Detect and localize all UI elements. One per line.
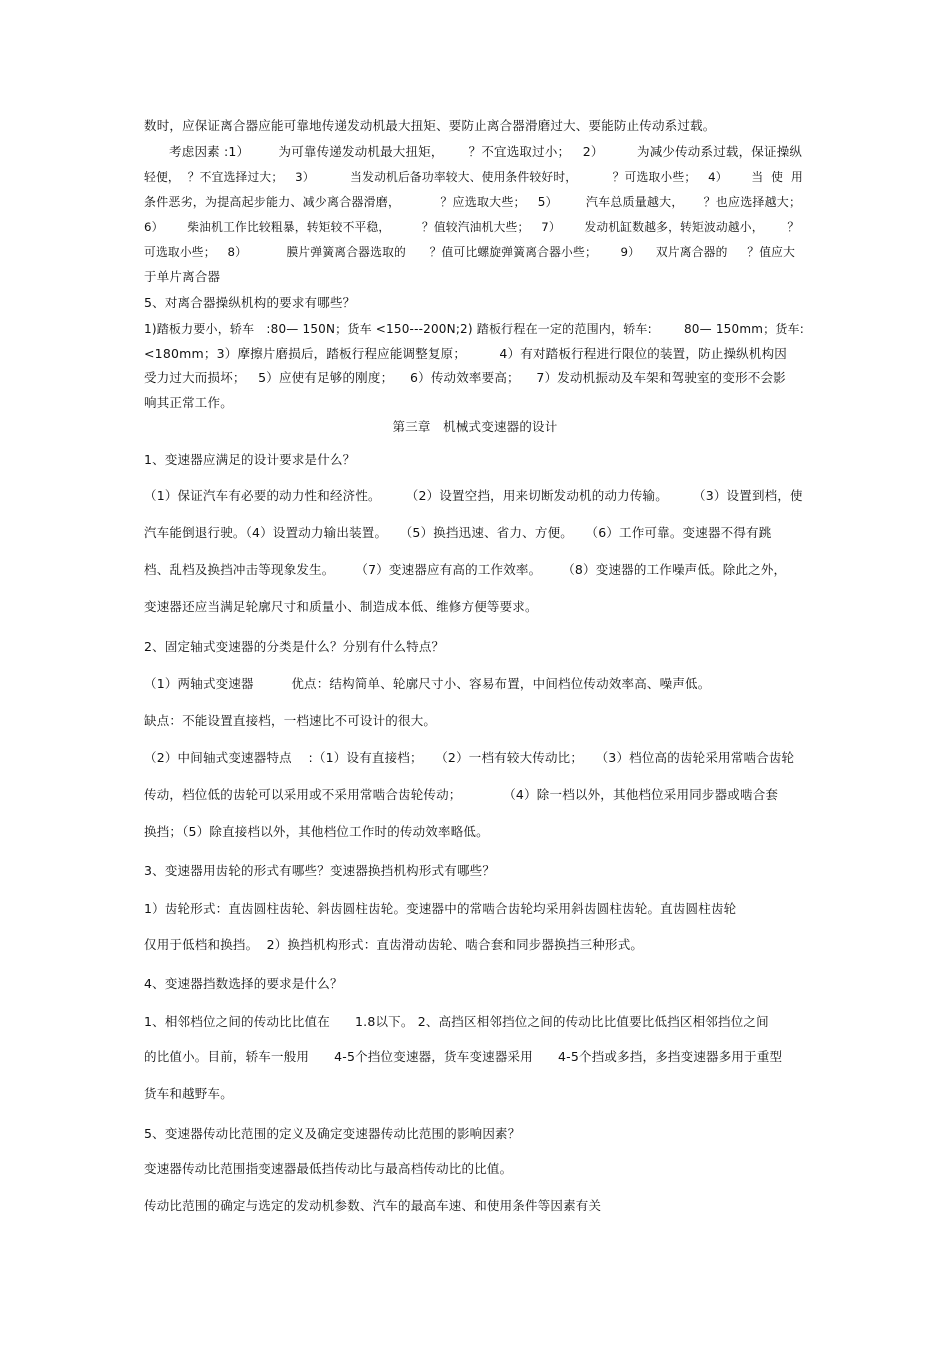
text-line: 传动，档位低的齿轮可以采用或不采用常啮合齿轮传动； （4）除一档以外，其他档位采用同步器或啮合套: [144, 787, 779, 802]
text-line: 响其正常工作。: [144, 395, 233, 410]
text-line: 的比值小。目前，轿车一般用 4-5个挡位变速器，货车变速器采用 4-5个挡或多挡，多挡变速器多用于重型: [144, 1049, 783, 1064]
text-line: <180mm；3）摩擦片磨损后，踏板行程应能调整复原； 4）有对踏板行程进行限位的装置，防止操纵机构因: [144, 346, 787, 361]
text-line: 1)踏板力要小，轿车 :80— 150N；货车 <150---200N;2) 踏板行程在一定的范围内，轿车: 80— 150mm；货车:: [144, 322, 804, 336]
text-line: （1）保证汽车有必要的动力性和经济性。 （2）设置空挡，用来切断发动机的动力传输。 （3）设置到档，使: [144, 488, 803, 503]
question-heading: 5、变速器传动比范围的定义及确定变速器传动比范围的影响因素？: [144, 1126, 521, 1141]
question-heading: 5、对离合器操纵机构的要求有哪些？: [144, 295, 356, 310]
text-line: 1、相邻档位之间的传动比比值在 1.8以下。 2、高挡区相邻挡位之间的传动比比值要比低挡区相邻挡位之间: [144, 1014, 769, 1029]
text-line: 档、乱档及换挡冲击等现象发生。 （7）变速器应有高的工作效率。 （8）变速器的工作噪声低。除此之外，: [144, 562, 787, 577]
question-heading: 4、变速器挡数选择的要求是什么？: [144, 976, 343, 991]
text-line: 汽车能倒退行驶。（4）设置动力输出装置。 （5）换挡迅速、省力、方便。 （6）工作可靠。变速器不得有跳: [144, 525, 772, 540]
question-heading: 1、变速器应满足的设计要求是什么？: [144, 452, 356, 467]
text-line: 考虑因素 :1） 为可靠传递发动机最大扭矩， ？不宜选取过小； 2） 为减少传动系过载，保证操纵: [144, 144, 803, 159]
text-line: 于单片离合器: [144, 269, 221, 284]
text-line: 仅用于低档和换挡。 2）换挡机构形式：直齿滑动齿轮、啮合套和同步器换挡三种形式。: [144, 937, 644, 952]
text-line: 数时，应保证离合器应能可靠地传递发动机最大扭矩、要防止离合器滑磨过大、要能防止传动系过载。: [144, 118, 716, 133]
text-line: 传动比范围的确定与选定的发动机参数、汽车的最高车速、和使用条件等因素有关: [144, 1198, 602, 1213]
question-heading: 3、变速器用齿轮的形式有哪些？变速器换挡机构形式有哪些？: [144, 863, 496, 878]
text-line: 1）齿轮形式：直齿圆柱齿轮、斜齿圆柱齿轮。变速器中的常啮合齿轮均采用斜齿圆柱齿轮。直齿圆柱齿轮: [144, 901, 737, 916]
text-line: 轻便， ？不宜选择过大； 3） 当发动机后备功率较大、使用条件较好时， ？可选取小些； 4） 当 使 用: [144, 170, 803, 184]
text-line: 6） 柴油机工作比较粗暴，转矩较不平稳， ？值较汽油机大些； 7） 发动机缸数越多，转矩波动越小， ？: [144, 220, 800, 234]
question-heading: 2、固定轴式变速器的分类是什么？分别有什么特点？: [144, 639, 445, 654]
text-line: 换挡；（5）除直接档以外，其他档位工作时的传动效率略低。: [144, 824, 489, 839]
text-line: 缺点：不能设置直接档，一档速比不可设计的很大。: [144, 713, 437, 728]
text-line: 变速器传动比范围指变速器最低挡传动比与最高档传动比的比值。: [144, 1161, 513, 1176]
chapter-title: 第三章 机械式变速器的设计: [392, 419, 558, 434]
text-line: 货车和越野车。: [144, 1086, 233, 1101]
text-line: 条件恶劣，为提高起步能力、减少离合器滑磨， ？应选取大些； 5） 汽车总质量越大， ？也应选择越大；: [144, 195, 802, 209]
text-line: 受力过大而损坏； 5）应使有足够的刚度； 6）传动效率要高； 7）发动机振动及车架和驾驶室的变形不会影: [144, 370, 786, 385]
text-line: 变速器还应当满足轮廓尺寸和质量小、制造成本低、维修方便等要求。: [144, 599, 538, 614]
text-line: （1）两轴式变速器 优点：结构简单、轮廓尺寸小、容易布置，中间档位传动效率高、噪声低。: [144, 676, 711, 691]
text-line: 可选取小些； 8） 膜片弹簧离合器选取的 ？值可比螺旋弹簧离合器小些； 9） 双片离合器的 ？值应大: [144, 245, 796, 259]
text-line: （2）中间轴式变速器特点 :（1）设有直接档； （2）一档有较大传动比； （3）档位高的齿轮采用常啮合齿轮: [144, 750, 795, 765]
